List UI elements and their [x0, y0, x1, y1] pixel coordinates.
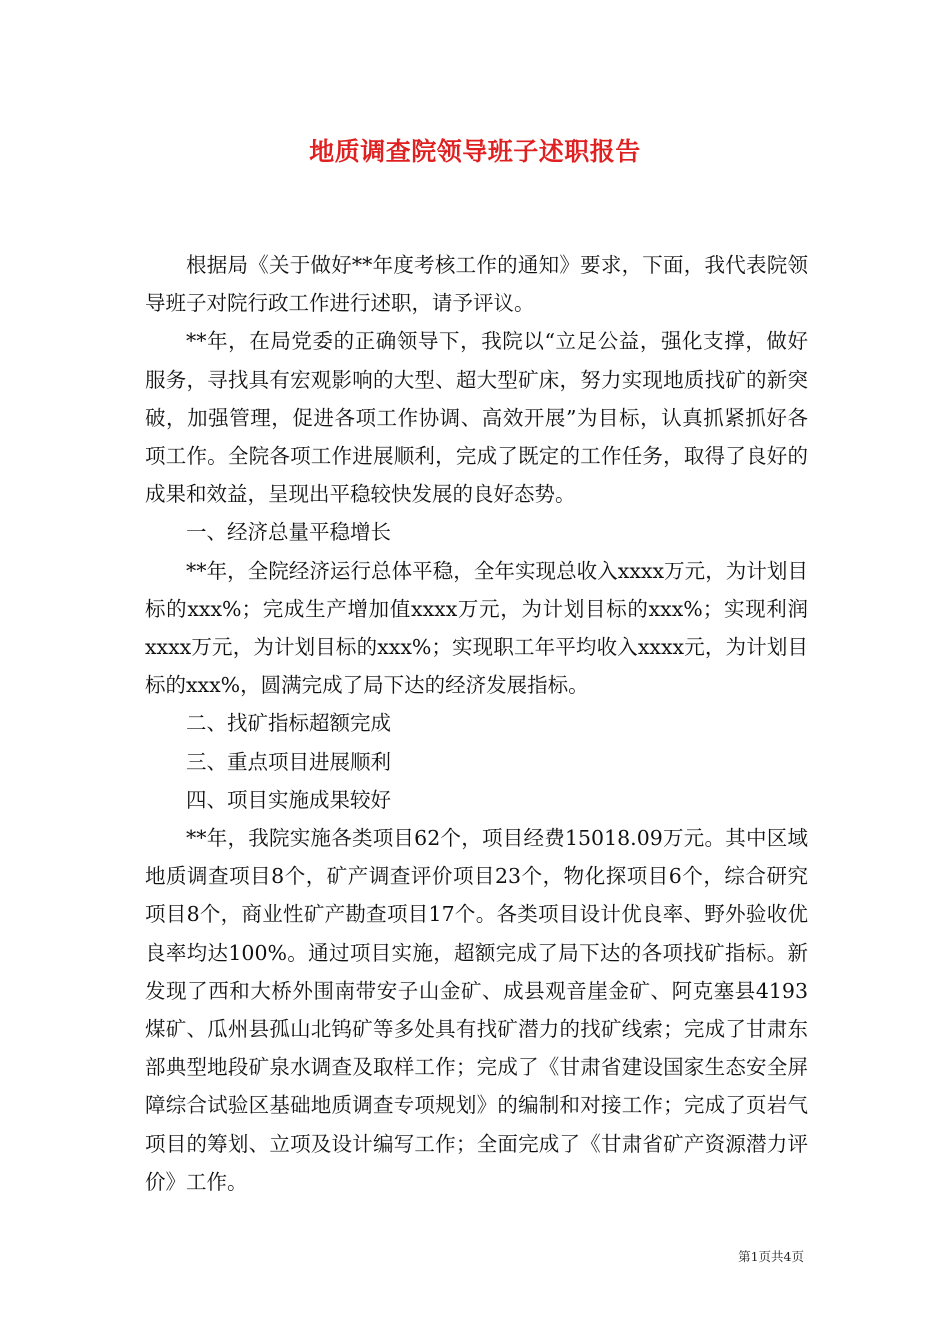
paragraph-projects: **年，我院实施各类项目62个，项目经费15018.09万元。其中区域地质调查项目8个，矿产调查评价项目23个，物化探项目6个，综合研究项目8个，商业性矿产勘查项目17个。各类项目设计优良率、野外验收优良率均达100%。通过项目实施，超额完成了局下达的各项找矿指标。新发现了西和大桥外围南带安子山金矿、成县观音崖金矿、阿克塞县4193煤矿、瓜州县孤山北钨矿等多处具有找矿潜力的找矿线索；完成了甘肃东部典型地段矿泉水调查及取样工作；完成了《甘肃省建设国家生态安全屏障综合试验区基础地质调查专项规划》的编制和对接工作；完成了页岩气项目的筹划、立项及设计编写工作；全面完成了《甘肃省矿产资源潜力评价》工作。 — [145, 826, 808, 1194]
document-body — [145, 246, 808, 1201]
section-heading-2: 二、找矿指标超额完成 — [186, 711, 391, 736]
paragraph-economy: **年，全院经济运行总体平稳，全年实现总收入xxxx万元，为计划目标的xxx%；完成生产增加值xxxx万元，为计划目标的xxx%；实现利润xxxx万元，为计划目标的xxx%；实现职工年平均收入xxxx元，为计划目标的xxx%，圆满完成了局下达的经济发展指标。 — [145, 558, 808, 698]
document-title: 地质调查院领导班子述职报告 — [309, 137, 641, 166]
section-heading-4: 四、项目实施成果较好 — [186, 787, 391, 812]
page-number: 第1页共4页 — [738, 1249, 804, 1264]
paragraph-summary: **年，在局党委的正确领导下，我院以“立足公益，强化支撑，做好服务，寻找具有宏观影响的大型、超大型矿床，努力实现地质找矿的新突破，加强管理，促进各项工作协调、高效开展”为目标，认真抓紧抓好各项工作。全院各项工作进展顺利，完成了既定的工作任务，取得了良好的成果和效益，呈现出平稳较快发展的良好态势。 — [145, 329, 808, 507]
paragraph-intro: 根据局《关于做好**年度考核工作的通知》要求，下面，我代表院领导班子对院行政工作进行述职，请予评议。 — [145, 253, 808, 316]
section-heading-1: 一、经济总量平稳增长 — [186, 520, 391, 545]
section-heading-3: 三、重点项目进展顺利 — [186, 749, 391, 774]
